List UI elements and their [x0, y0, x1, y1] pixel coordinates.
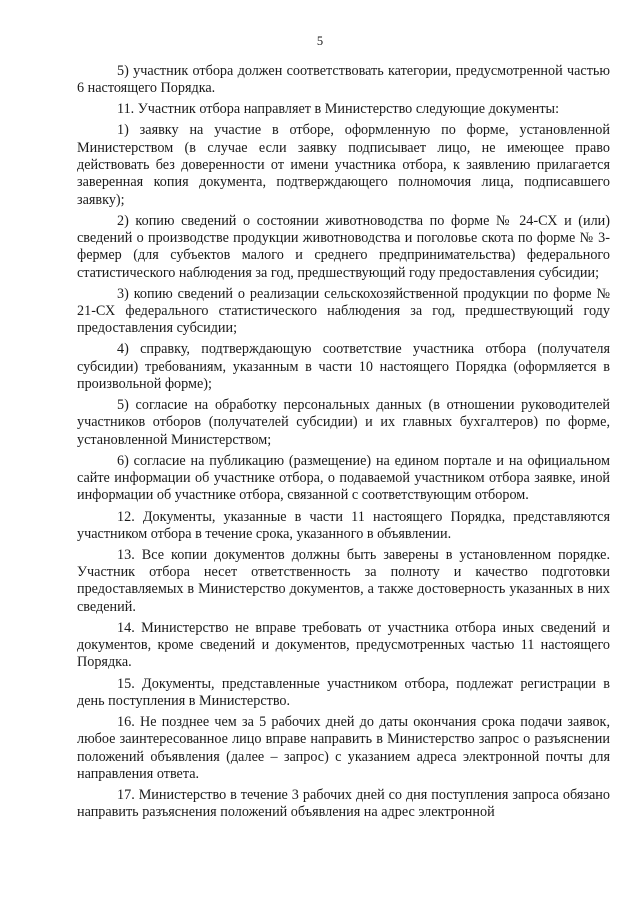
paragraph: 5) участник отбора должен соответствовать категории, предусмотренной частью 6 настоящего Порядка. [77, 63, 610, 97]
paragraph: 3) копию сведений о реализации сельскохозяйственной продукции по форме № 21-СХ федерального статистического наблюдения за год, предшествующий году предоставления субсидии; [77, 285, 610, 337]
paragraph: 12. Документы, указанные в части 11 настоящего Порядка, представляются участником отбора в течение срока, указанного в объявлении. [77, 508, 610, 542]
document-body [77, 63, 610, 825]
paragraph: 11. Участник отбора направляет в Министерство следующие документы: [117, 101, 560, 118]
paragraph: 14. Министерство не вправе требовать от участника отбора иных сведений и документов, кроме сведений и документов, предусмотренных частью 11 настоящего Порядка. [77, 619, 610, 671]
paragraph: 17. Министерство в течение 3 рабочих дней со дня поступления запроса обязано направить разъяснения положений объявления на адрес электронной [77, 786, 610, 821]
paragraph: 15. Документы, представленные участником отбора, подлежат регистрации в день поступления в Министерство. [77, 675, 610, 709]
paragraph: 5) согласие на обработку персональных данных (в отношении руководителей участников отборов (получателей субсидии) и их главных бухгалтеров) по форме, установленной Министерством; [77, 397, 610, 448]
paragraph: 1) заявку на участие в отборе, оформленную по форме, установленной Министерством (в случае если заявку подписывает лицо, не имеющее право действовать без доверенности от имени участника отбора, к заявлению прилагается заверенная копия документа, подтверждающего полномочия лица, подписавшего заявку); [77, 122, 610, 208]
page-number: 5 [316, 34, 324, 48]
paragraph: 13. Все копии документов должны быть заверены в установленном порядке. Участник отбора несет ответственность за полноту и качество подготовки предоставляемых в Министерство документов, а также достоверность указанных в них сведений. [77, 546, 610, 615]
paragraph: 4) справку, подтверждающую соответствие участника отбора (получателя субсидии) требованиям, указанным в части 10 настоящего Порядка (оформляется в произвольной форме); [77, 341, 610, 393]
paragraph: 2) копию сведений о состоянии животноводства по форме № 24-СХ и (или) сведений о производстве продукции животноводства и поголовье скота по форме № 3-фермер (для субъектов малого и среднего предпринимательства) федерального статистического наблюдения за год, предшествующий году предоставления субсидии; [77, 212, 610, 281]
paragraph: 16. Не позднее чем за 5 рабочих дней до даты окончания срока подачи заявок, любое заинтересованное лицо вправе направить в Министерство запрос о разъяснении положений объявления (далее – запрос) с указанием адреса электронной почты для направления ответа. [77, 713, 610, 782]
paragraph: 6) согласие на публикацию (размещение) на едином портале и на официальном сайте информации об участнике отбора, о подаваемой участником отбора заявке, иной информации об участнике отбора, связанной с соответствующим отбором. [77, 452, 610, 504]
